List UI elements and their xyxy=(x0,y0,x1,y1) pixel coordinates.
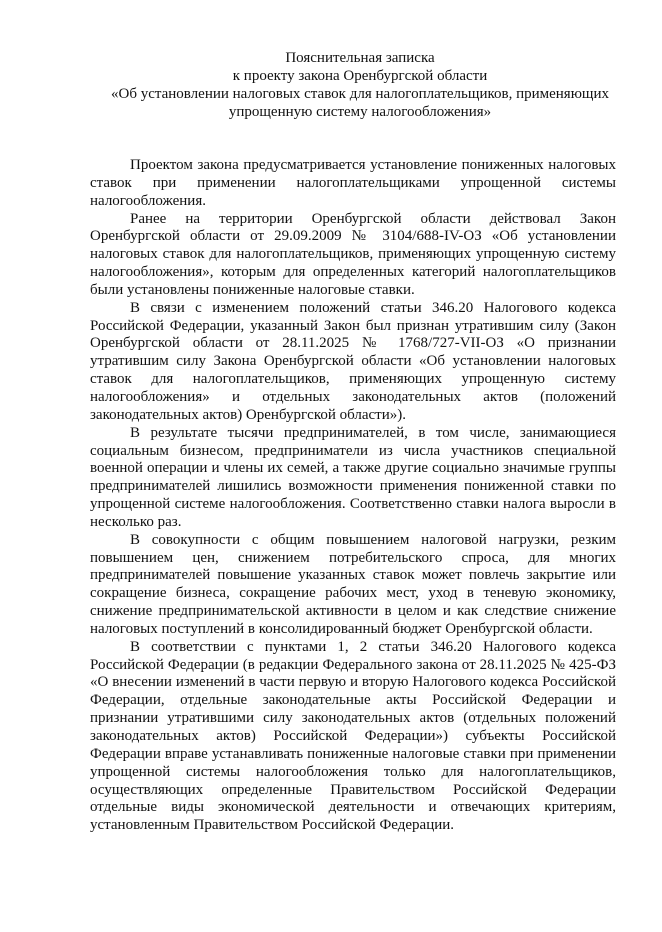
paragraph: В совокупности с общим повышением налоговой нагрузки, резким повышением цен, снижением потребительского спроса, для многих предпринимателей повышение указанных ставок может повлечь закрытие или сокращение бизнеса, сокращение рабочих мест, уход в теневую экономику, снижение предпринимательской активности в целом и как следствие снижение налоговых поступлений в консолидированный бюджет Оренбургской области. xyxy=(90,531,616,637)
title-line: «Об установлении налоговых ставок для налогоплательщиков, применяющих xyxy=(111,86,609,102)
paragraph: Ранее на территории Оренбургской области действовал Закон Оренбургской области от 29.09.2009 № 3104/688-IV-ОЗ «Об установлении налоговых ставок для налогоплательщиков, применяющих упрощенную систему налогообложения», которым для определенных категорий налогоплательщиков были установлены пониженные налоговые ставки. xyxy=(90,210,616,298)
title-line: Пояснительная записка xyxy=(285,50,435,66)
document-body xyxy=(90,157,616,835)
title-line: упрощенную систему налогообложения» xyxy=(228,104,492,120)
title-line: к проекту закона Оренбургской области xyxy=(232,68,488,84)
paragraph: В связи с изменением положений статьи 346.20 Налогового кодекса Российской Федерации, указанный Закон был признан утратившим силу (Закон Оренбургской области от 28.11.2025 № 1768/727-VII-ОЗ «О признании утратившим силу Закона Оренбургской области «Об установлении налоговых ставок для налогоплательщиков, применяющих упрощенную систему налогообложения» и отдельных законодательных актов (положений законодательных актов) Оренбургской области»). xyxy=(90,299,616,423)
paragraph: Проектом закона предусматривается установление пониженных налоговых ставок при применении налогоплательщиками упрощенной системы налогообложения. xyxy=(90,157,616,209)
paragraph: В результате тысячи предпринимателей, в том числе, занимающиеся социальным бизнесом, предприниматели из числа участников специальной военной операции и члены их семей, а также другие социально значимые группы предпринимателей лишились возможности применения пониженной ставки по упрощенной системе налогообложения. Соответственно ставки налога выросли в несколько раз. xyxy=(90,424,616,530)
paragraph: В соответствии с пунктами 1, 2 статьи 346.20 Налогового кодекса Российской Федерации (в редакции Федерального закона от 28.11.2025 № 425-ФЗ «О внесении изменений в части первую и вторую Налогового кодекса Российской Федерации, отдельные законодательные акты Российской Федерации и признании утратившими силу законодательных актов (отдельных положений законодательных актов) Российской Федерации») субъекты Российской Федерации вправе устанавливать пониженные налоговые ставки при применении упрощенной системы налогообложения только для налогоплательщиков, осуществляющих определенные Правительством Российской Федерации отдельные виды экономической деятельности и отвечающих критериям, установленным Правительством Российской Федерации. xyxy=(90,638,616,834)
document-title xyxy=(60,49,660,121)
